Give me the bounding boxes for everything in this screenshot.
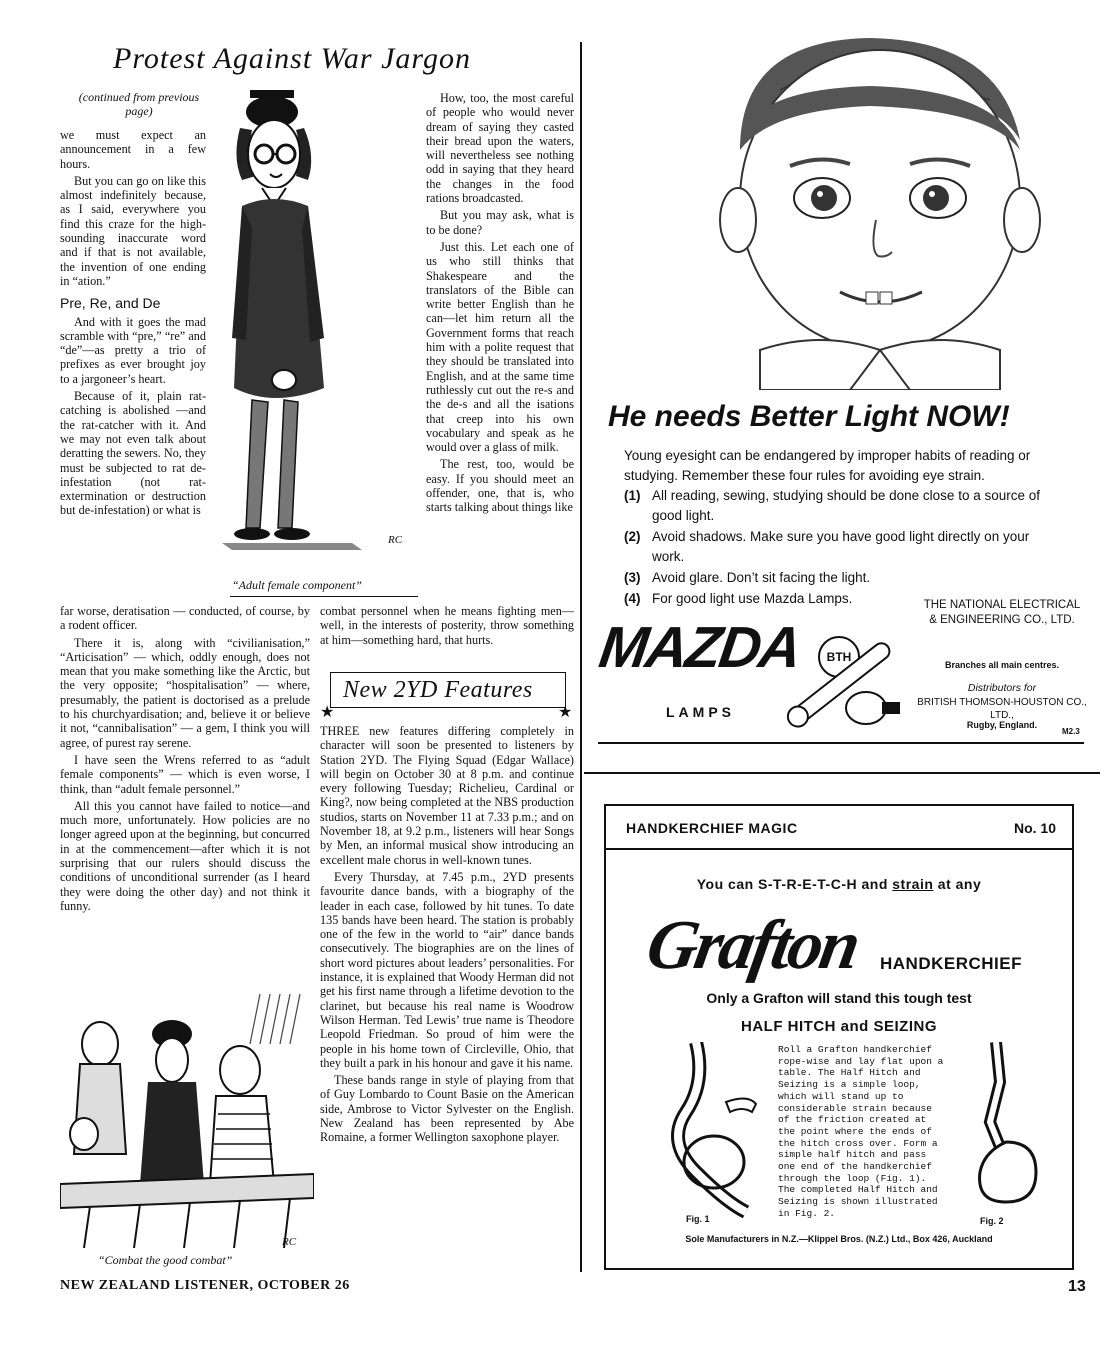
knot-figure-2-icon (966, 1042, 1056, 1222)
mazda-rules (624, 486, 1064, 609)
artist-signature: RC (282, 1236, 297, 1248)
grafton-tagline: You can S-T-R-E-T-C-H and strain at any (696, 876, 982, 892)
star-icon: ★ (558, 702, 573, 721)
features-title: New 2YD Features (343, 677, 533, 703)
grafton-header-rule (606, 848, 1072, 850)
mazda-distributors: Distributors for (967, 682, 1037, 694)
grafton-knot-title: HALF HITCH and SEIZING (741, 1018, 937, 1035)
mazda-lamps-label: LAMPS (666, 704, 735, 720)
caption-adult-female: “Adult female component” (232, 578, 362, 592)
mazda-bthc: BRITISH THOMSON-HOUSTON CO., LTD., (917, 697, 1087, 721)
features-paragraph: Every Thursday, at 7.45 p.m., 2YD presents favourite dance bands, with a biography of the leader in each case, followed by hit tunes. To date 135 bands have been heard. The station is probably one of the few in the world to “air” dance bands consecutively. The biographies are on the lines of short word pictures about leaders’ personalities. For instance, it is explained that Woody Herman did not get his first name through a lifetime devotion to the clarinet, but because his real name is Woodrow Wilson Herman. Ted Lewis’ true name is Theodore Leopold Friedman. So proud of him were the people in his home town of Circleville, Ohio, that they built a park in his honour and gave it his name. (320, 869, 574, 1070)
article-col1-wide (60, 604, 310, 916)
article-col2 (426, 91, 574, 518)
fig2-label: Fig. 2 (980, 1216, 1004, 1226)
illustration-adult-female (212, 88, 422, 558)
article-paragraph: The rest, too, would be easy. If you should meet an offender, one, that is, who starts talking about things like (426, 457, 574, 515)
page-number: 13 (1068, 1278, 1086, 1295)
fig1-label: Fig. 1 (686, 1214, 710, 1224)
masthead: NEW ZEALAND LISTENER, OCTOBER 26 (60, 1278, 350, 1293)
mazda-code: M2.3 (1062, 727, 1080, 736)
grafton-header-left: HANDKERCHIEF MAGIC (626, 820, 798, 836)
lamp-bulbs-icon (770, 626, 920, 736)
mazda-rugby: Rugby, England. (966, 720, 1038, 730)
section-divider (584, 772, 1100, 774)
column-divider (580, 42, 582, 1272)
features-body (320, 724, 574, 1148)
mazda-company: THE NATIONAL ELECTRICAL & ENGINEERING CO., LTD. (923, 599, 1081, 626)
article-col1 (60, 128, 206, 521)
mazda-rule: (4) For good light use Mazda Lamps. (624, 591, 853, 606)
mazda-rule: (2) Avoid shadows. Make sure you have good light directly on your work. (624, 529, 1030, 564)
knot-figure-1-icon (656, 1042, 766, 1222)
mazda-headline: He needs Better Light NOW! (608, 400, 1010, 433)
article-col2-wide (320, 604, 574, 650)
article-paragraph: There it is, along with “civilianisation,” “Articisation” — which, oddly enough, does not mean that you make something like the Arctic, but the very opposite; “hospitalisation” — where, presumably, the patient is doctorised as a prelude to his churchyardisation; and, believe it or believe it not, “cannibalisation” — a gem, I think you will agree, of purest ray serene. (60, 635, 310, 750)
article-paragraph: And with it goes the mad scramble with “pre,” “re” and “de”—as pretty a trio of prefixes as ever brought joy to a jargoneer’s heart. (60, 314, 206, 386)
features-paragraph: THREE new features differing completely in character will soon be presented to listeners by Station 2YD. The Flying Squad (Edgar Wallace) will begin on October 30 at 8 p.m. and continue every following Tuesday; Richelieu, Cardinal or King?, now being completed at the NBS production studios, starts on November 11 at 7.33 p.m.; and on November 18, at 9.2 p.m., listeners will hear Songs by Men, an informal musical show introducing an excellent male chorus in well-known tunes. (320, 724, 574, 867)
grafton-logo: Grafton (641, 907, 864, 984)
article-paragraph: we must expect an announcement in a few hours. (60, 128, 206, 171)
grafton-instructions: Roll a Grafton handkerchief rope-wise and lay flat upon a table. The Half Hitch and Seizing is a simple loop, which will stand up to considerable strain because of the friction created at the point where the ends of the hitch cross over. Form a simple half hitch and pass one end of the handkerchief through the loop (Fig. 1). The completed Half Hitch and Seizing is shown illustrated in Fig. 2. (778, 1044, 944, 1219)
article-paragraph: But you can go on like this almost indefinitely because, as I said, everywhere you find this craze for the high-sounding inaccurate word and if that is not available, the invention of one ending in “ation.” (60, 173, 206, 288)
article-paragraph: Just this. Let each one of us who still thinks that Shakespeare and the translators of the Bible can write better English than he can—let him return all the Government forms that reach him with a polite request that they should be translated into English, and at the same time ruthlessly cut out the re-s and the de-s and all the isations that creep into his own vocabulary and speak as he would over a glass of milk. (426, 239, 574, 455)
illustration-combat-cartoon (60, 984, 314, 1248)
mazda-intro: Young eyesight can be endangered by improper habits of reading or studying. Remember these four rules for avoiding eye strain. (624, 448, 1031, 483)
grafton-ad (604, 804, 1074, 1270)
grafton-footer: Sole Manufacturers in N.Z.—Klippel Bros. (N.Z.) Ltd., Box 426, Auckland (685, 1234, 993, 1244)
article-paragraph: I have seen the Wrens referred to as “adult female components” — which is even worse, I think, than “adult female personnel.” (60, 752, 310, 796)
article-paragraph: far worse, deratisation — conducted, of course, by a rodent officer. (60, 604, 310, 633)
continued-note: (continued from previous page) (78, 90, 200, 118)
mazda-branches: Branches all main centres. (944, 660, 1060, 670)
artist-signature: RC (388, 534, 403, 546)
boy-portrait (700, 30, 1060, 390)
mazda-rule: (3) Avoid glare. Don’t sit facing the light. (624, 570, 871, 585)
article-title: Protest Against War Jargon (113, 42, 471, 75)
bth-logo-icon: BTH (818, 636, 860, 678)
grafton-test-line: Only a Grafton will stand this tough test (706, 990, 972, 1006)
star-icon: ★ (320, 702, 335, 721)
article-paragraph: How, too, the most careful of people who would never dream of saying they casted their bread upon the waters, will nevertheless see nothing odd in saying that they heard the changes in the food rations broadcasted. (426, 91, 574, 206)
article-paragraph: All this you cannot have failed to notice—and much more, unfortunately. How policies are no longer agreed upon at the beginning, but concurred in at the commencement—after which it is not surprising that our rulers should discuss the conditions of unconditional surrender (as I heard they were doing the other day) and not think it funny. (60, 798, 310, 913)
mazda-rule: (1) All reading, sewing, studying should be done close to a source of good light. (624, 488, 1040, 523)
grafton-header-right: No. 10 (1013, 820, 1056, 836)
article-subhead: Pre, Re, and De (60, 295, 161, 312)
article-paragraph: Because of it, plain rat-catching is abolished —and the rat-catcher with it. And we may not even talk about deratting the sewers. No, they must be subjected to rat de-infestation (not rat-extermination or destruction but de-infestation) or what is (60, 389, 206, 518)
features-title-box (330, 672, 566, 708)
article-paragraph: combat personnel when he means fighting men—well, in the interests of posterity, throw something at him—something hard, that hurts. (320, 604, 574, 647)
divider (230, 596, 418, 597)
grafton-product: HANDKERCHIEF (880, 954, 1022, 973)
article-paragraph: But you may ask, what is to be done? (426, 208, 574, 237)
caption-combat: “Combat the good combat” (98, 1253, 233, 1267)
mazda-bottom-rule (598, 742, 1084, 744)
features-paragraph: These bands range in style of playing from that of Guy Lombardo to Count Basie on the American side, Ambrose to Victor Sylvester on the English. New Zealand has been represented by Abe Romaine, a former Wellington saxophone player. (320, 1073, 574, 1145)
mazda-logo: MAZDA (595, 615, 804, 680)
